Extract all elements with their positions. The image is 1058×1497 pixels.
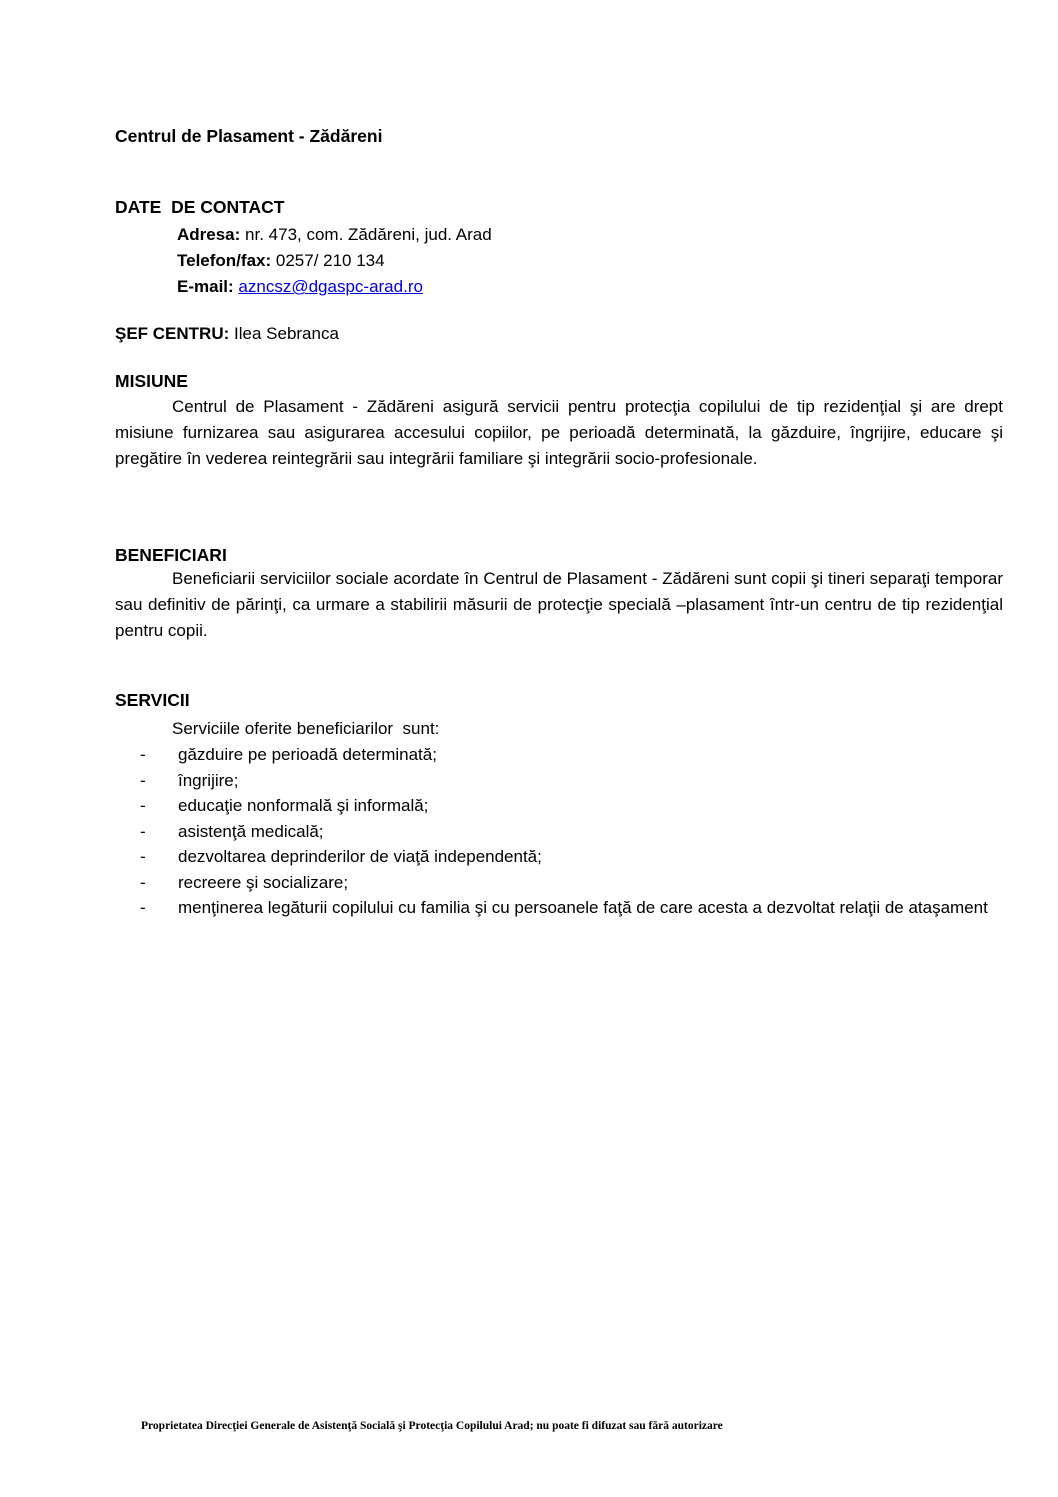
email-label: E-mail: [177, 277, 234, 296]
email-link[interactable]: azncsz@dgaspc-arad.ro [238, 277, 423, 296]
list-item-text: menţinerea legăturii copilului cu familia şi cu persoanele faţă de care acesta a dezvoltat relaţii de ataşament [178, 898, 988, 917]
bullet-dash: - [140, 796, 146, 815]
contact-section-heading: DATE DE CONTACT [115, 197, 285, 217]
services-intro: Serviciile oferite beneficiarilor sunt: [172, 719, 440, 738]
list-item-text: îngrijire; [178, 770, 239, 790]
beneficiaries-paragraph: Beneficiarii serviciilor sociale acordate în Centrul de Plasament - Zădăreni sunt copii şi tineri separaţi temporar sau definitiv de părinţi, ca urmare a stabilirii măsurii de protecţie specială –plasament într-un centru de tip rezidenţial pentru copii. [115, 569, 1003, 640]
services-list [115, 742, 1003, 921]
list-item [115, 819, 1003, 845]
chief-line [115, 324, 339, 344]
contact-phone-line [177, 248, 385, 274]
list-item [115, 742, 1003, 768]
document-title: Centrul de Plasament - Zădăreni [115, 126, 383, 146]
list-item [115, 895, 1003, 921]
footer-disclaimer: Proprietatea Direcţiei Generale de Asistenţă Socială şi Protecţia Copilului Arad; nu poate fi difuzat sau fără autorizare [141, 1420, 723, 1432]
address-value: nr. 473, com. Zădăreni, jud. Arad [245, 225, 492, 244]
list-item [115, 793, 1003, 819]
contact-address-line [177, 222, 492, 248]
list-item-text: asistenţă medicală; [178, 821, 324, 841]
beneficiaries-section-heading: BENEFICIARI [115, 545, 227, 565]
services-section-heading: SERVICII [115, 690, 190, 710]
address-label: Adresa: [177, 225, 241, 244]
phone-label: Telefon/fax: [177, 251, 272, 270]
bullet-dash: - [140, 872, 146, 892]
bullet-dash: - [140, 821, 146, 841]
phone-value: 0257/ 210 134 [275, 251, 385, 270]
bullet-dash: - [140, 898, 146, 917]
bullet-dash: - [140, 847, 146, 866]
list-item-text: recreere şi socializare; [178, 872, 349, 892]
list-item [115, 768, 1003, 794]
chief-value: Ilea Sebranca [234, 324, 339, 343]
bullet-dash: - [140, 745, 146, 764]
list-item-text: găzduire pe perioadă determinată; [178, 745, 437, 764]
list-item [115, 870, 1003, 896]
bullet-dash: - [140, 770, 146, 790]
chief-label: ŞEF CENTRU: [115, 324, 230, 343]
mission-section-heading: MISIUNE [115, 371, 188, 391]
mission-paragraph: Centrul de Plasament - Zădăreni asigură servicii pentru protecţia copilului de tip rezidenţial şi are drept misiune furnizarea sau asigurarea accesului copiilor, pe perioadă determinată, la găzduire, îngrijire, educare şi pregătire în vederea reintegrării sau integrării familiare şi integrării socio-profesionale. [115, 397, 1003, 468]
contact-email-line [177, 274, 423, 300]
list-item-text: dezvoltarea deprinderilor de viaţă independentă; [178, 847, 542, 866]
list-item [115, 844, 1003, 870]
list-item-text: educaţie nonformală şi informală; [178, 796, 429, 815]
